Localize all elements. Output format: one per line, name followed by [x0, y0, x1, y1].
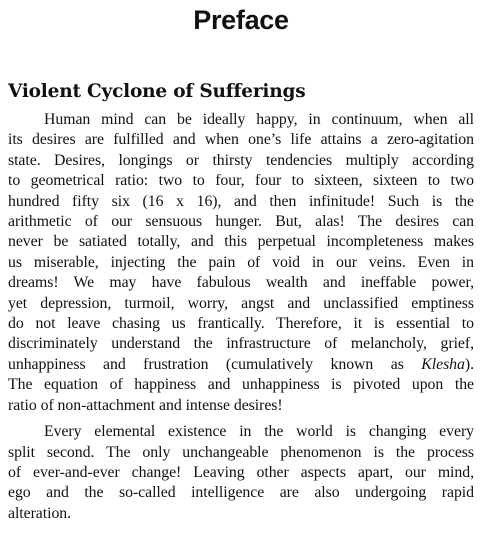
- section-heading: Violent Cyclone of Sufferings: [8, 81, 306, 102]
- paragraph-line: to geometrical ratio: two to four, four to sixteen, sixteen to two: [8, 172, 474, 190]
- paragraph-line: Human mind can be ideally happy, in continuum, when all: [44, 111, 474, 128]
- paragraph-line: Every elemental existence in the world is changing every: [44, 423, 474, 441]
- page-title: Preface: [193, 5, 289, 35]
- line-text: ).: [464, 355, 474, 373]
- paragraph-line: state. Desires, longings or thirsty tendencies multiply according: [8, 151, 474, 169]
- paragraph-line: yet depression, turmoil, worry, angst and unclassified emptiness: [8, 294, 474, 312]
- paragraph-line: never be satiated totally, and this perpetual incompleteness makes: [8, 233, 474, 251]
- line-text: unhappiness and frustration (cumulatively known as: [8, 355, 422, 373]
- paragraph-line: hundred fifty six (16 x 16), and then infinitude! Such is the: [8, 192, 474, 210]
- paragraph-line: do not leave chasing us frantically. Therefore, it is essential to: [8, 315, 474, 333]
- paragraph-line: ratio of non-attachment and intense desires!: [8, 396, 283, 414]
- paragraph-line: dreams! We may have fabulous wealth and ineffable power,: [8, 274, 474, 292]
- paragraph-line: arithmetic of our sensuous hunger. But, alas! The desires can: [8, 213, 474, 231]
- paragraph-line: discriminately understand the infrastructure of melancholy, grief,: [8, 335, 474, 353]
- paragraph-line: us miserable, injecting the pain of void in our veins. Even in: [8, 253, 474, 271]
- paragraph-line: alteration.: [8, 504, 72, 522]
- paragraph-line: its desires are fulfilled and when one’s life attains a zero-agitation: [8, 131, 474, 149]
- paragraph-line: ego and the so-called intelligence are also undergoing rapid: [8, 484, 474, 502]
- paragraph-line: of ever-and-ever change! Leaving other aspects apart, our mind,: [8, 463, 474, 481]
- klesha-term: Klesha: [421, 355, 465, 373]
- body-paragraph-2: [8, 422, 474, 524]
- body-paragraph-1: [8, 110, 474, 416]
- paragraph-line: split second. The only unchangeable phenomenon is the process: [8, 443, 474, 461]
- paragraph-line-klesha: [8, 355, 474, 375]
- paragraph-line: The equation of happiness and unhappiness is pivoted upon the: [8, 376, 474, 394]
